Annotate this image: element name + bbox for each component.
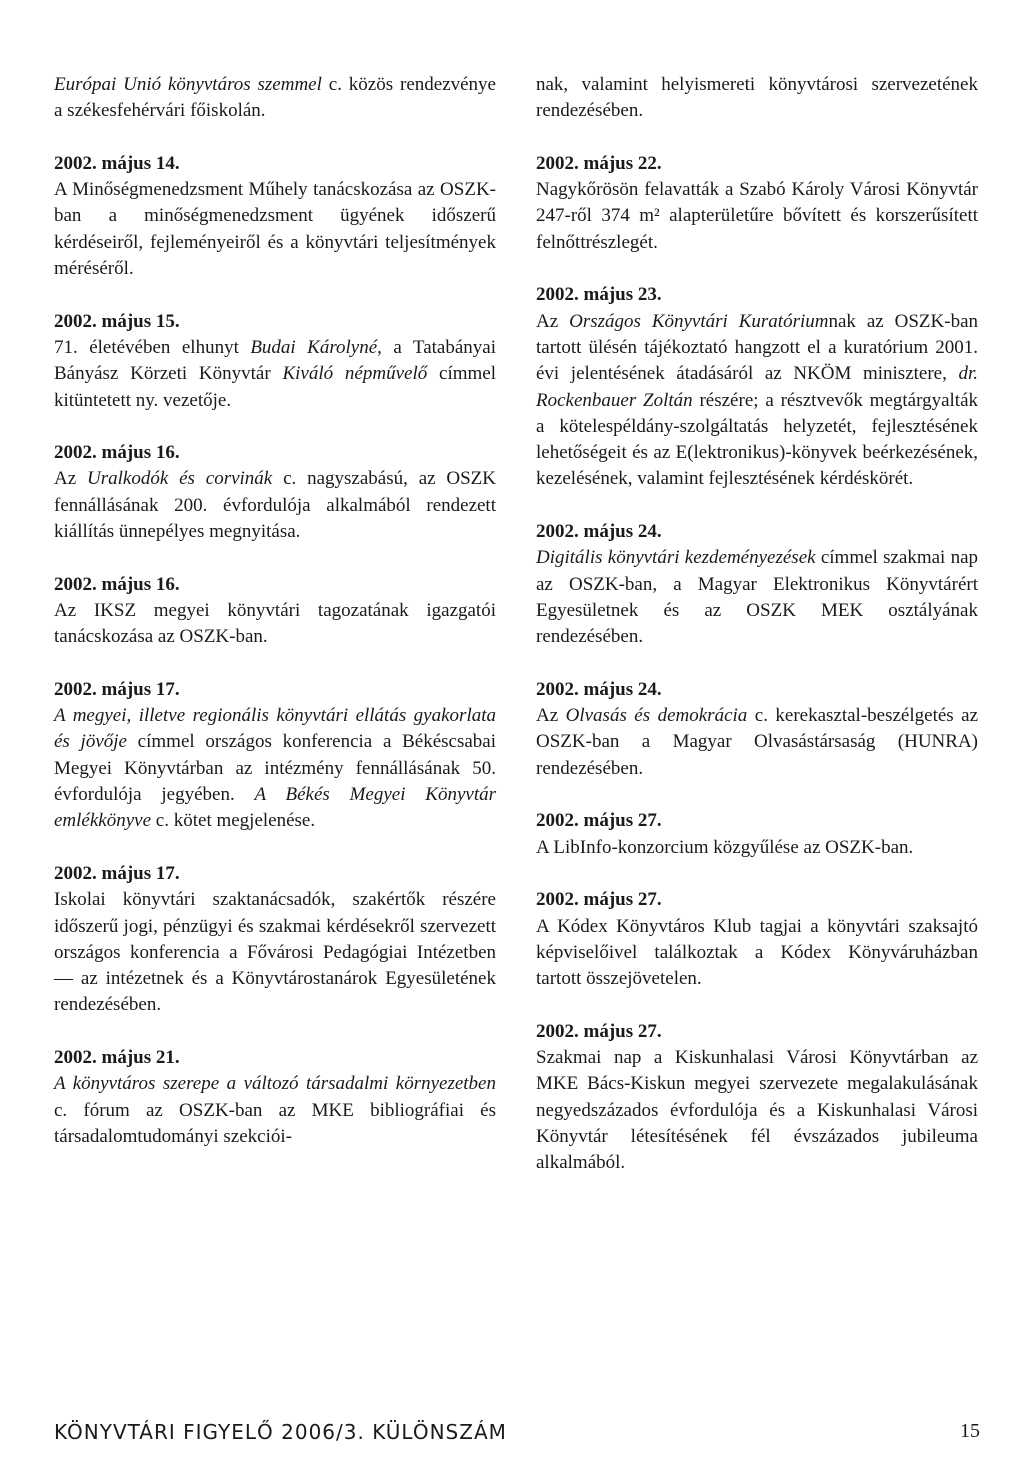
italic-title: dr. Rockenbauer Zoltán [536, 363, 978, 411]
entry-text [54, 598, 496, 651]
chronicle-entry [536, 151, 978, 256]
chronicle-entry [54, 677, 496, 835]
entry-date: 2002. május 16. [54, 573, 180, 595]
chronicle-entry [54, 1045, 496, 1150]
chronicle-entry [536, 519, 978, 650]
text-segment: Az IKSZ megyei könyvtári tagozatának igazgatói tanácskozása az OSZK-ban. [54, 599, 496, 648]
entry-date: 2002. május 17. [54, 862, 180, 884]
italic-title: A könyvtáros szerepe a változó társadalmi környezetben [54, 1073, 496, 1095]
text-segment: Nagykőrösön felavatták a Szabó Károly Városi Könyvtár 247-ről 374 m² alapterületűre bővített és korszerűsített felnőttrészlegét. [536, 179, 978, 253]
page-number: 15 [960, 1420, 980, 1442]
text-segment: A Minőségmenedzsment Műhely tanácskozása az OSZK-ban a minőségmenedzsment ügyének időszerű kérdéseiről, fejleményeiről és a könyvtári teljesítmények méréséről. [54, 179, 496, 280]
text-segment: Az [536, 310, 570, 332]
text-segment: részére; a résztvevők megtárgyalták a kötelespéldány-szolgáltatás helyzetét, fejlesztésének lehetőségeit és az E(lektronikus)-könyvek beérkezésének, kezelésének, valamint fejlesztésének kérdéskörét. [536, 389, 979, 490]
chronicle-entry [536, 887, 978, 992]
entry-text [54, 335, 496, 414]
text-segment: A Kódex Könyvtáros Klub tagjai a könyvtári szaksajtó képviselőivel találkoztak a Kódex Könyváruházban tartott összejövetelen. [536, 915, 978, 990]
italic-title: Olvasás és demokrácia [565, 705, 748, 727]
entry-text [536, 177, 978, 256]
entry-text [536, 914, 978, 993]
text-segment: A LibInfo-konzorcium közgyűlése az OSZK-ban. [536, 836, 914, 858]
text-segment: 71. életévében elhunyt [54, 336, 251, 358]
chronicle-entry [54, 151, 496, 282]
italic-title: Uralkodók és corvinák [87, 468, 273, 490]
italic-title: Digitális könyvtári kezdeményezések [536, 547, 816, 569]
entry-date: 2002. május 24. [536, 678, 662, 700]
text-segment: Szakmai nap a Kiskunhalasi Városi Könyvtárban az MKE Bács-Kiskun megyei szervezete megalakulásának negyedszázados évfordulója és a Kiskunhalasi Városi Könyvtár létesítésének fél évszázados jubileuma alkalmából. [536, 1046, 978, 1174]
chronicle-entry [54, 861, 496, 1019]
text-segment: címmel kitüntetett ny. vezetője. [54, 363, 497, 411]
text-segment: c. nagyszabású, az OSZK fennállásának 200. évfordulója alkalmából rendezett kiállítás ünnepélyes megnyitása. [54, 468, 497, 543]
italic-title: Budai Károlyné [250, 336, 378, 358]
italic-title: A Békés Megyei Könyvtár emlékkönyve [54, 784, 496, 832]
entry-text [536, 309, 978, 493]
entry-date: 2002. május 27. [536, 1020, 662, 1042]
entry-text [54, 703, 496, 834]
entry-text [54, 887, 496, 1018]
entry-date: 2002. május 22. [536, 152, 662, 174]
italic-title: Országos Könyvtári Kuratórium [569, 310, 829, 332]
entry-text [536, 703, 978, 782]
chronicle-entry [536, 1019, 978, 1177]
chronicle-entry [54, 72, 496, 125]
entry-text [54, 72, 496, 125]
entry-date: 2002. május 27. [536, 810, 662, 832]
chronicle-entry [54, 572, 496, 651]
entry-date: 2002. május 23. [536, 284, 662, 306]
entry-date: 2002. május 17. [54, 678, 180, 700]
text-segment: c. kötet megjelenése. [151, 810, 316, 832]
text-segment: c. kerekasztal-beszélgetés az OSZK-ban a Magyar Olvasástársaság (HUNRA) rendezésében. [536, 705, 979, 779]
italic-title: Kiváló népművelő [282, 363, 428, 385]
chronicle-entry [54, 440, 496, 545]
entry-text [536, 835, 978, 861]
italic-title: A megyei, illetve regionális könyvtári ellátás gyakorlata és jövője [54, 705, 496, 753]
journal-footer-title: KÖNYVTÁRI FIGYELŐ 2006/3. KÜLÖNSZÁM [54, 1420, 507, 1444]
text-segment: c. közös rendezvénye a székesfehérvári főiskolán. [54, 74, 496, 122]
text-segment: nak az OSZK-ban tartott ülésén tájékoztató hangzott el a kuratórium 2001. évi jelentésének átadásáról az NKÖM minisztere, [536, 310, 979, 385]
chronicle-entry [54, 309, 496, 414]
chronicle-entry [536, 677, 978, 782]
chronicle-entry [536, 282, 978, 492]
text-segment: c. fórum az OSZK-ban az MKE bibliográfiai és társadalomtudományi szekciói- [54, 1099, 496, 1147]
text-segment: Az [54, 468, 87, 490]
entry-date: 2002. május 14. [54, 152, 180, 174]
text-segment: , a Tatabányai Bányász Körzeti Könyvtár [54, 336, 496, 385]
entry-date: 2002. május 21. [54, 1046, 180, 1068]
entry-date: 2002. május 15. [54, 310, 180, 332]
entry-date: 2002. május 24. [536, 521, 662, 543]
entry-text [536, 72, 978, 125]
left-column [54, 72, 496, 1176]
text-segment: Iskolai könyvtári szaktanácsadók, szakértők részére időszerű jogi, pénzügyi és szakmai kérdésekről szervezett országos konferencia a Fővárosi Pedagógiai Intézetben — az intézetnek és a Könyvtárostanárok Egyesületének rendezésében. [54, 889, 496, 1016]
text-segment: címmel szakmai nap az OSZK-ban, a Magyar Elektronikus Könyvtárért Egyesületnek és az OSZK MEK osztályának rendezésében. [536, 547, 979, 648]
entry-text [54, 466, 496, 545]
entry-date: 2002. május 27. [536, 889, 662, 911]
entry-text [54, 1071, 496, 1150]
entry-text [536, 545, 978, 650]
chronicle-entry [536, 808, 978, 861]
entry-text [54, 177, 496, 282]
text-segment: Az [536, 705, 566, 727]
text-segment: címmel országos konferencia a Békéscsabai Megyei Könyvtárban az intézmény fennállásának 50. évfordulója jegyében. [54, 731, 496, 806]
entry-date: 2002. május 16. [54, 442, 180, 464]
entry-text [536, 1045, 978, 1176]
text-segment: nak, valamint helyismereti könyvtárosi szervezetének rendezésében. [536, 74, 978, 122]
italic-title: Európai Unió könyvtáros szemmel [54, 74, 322, 95]
right-column [536, 72, 978, 1203]
chronicle-entry [536, 72, 978, 125]
